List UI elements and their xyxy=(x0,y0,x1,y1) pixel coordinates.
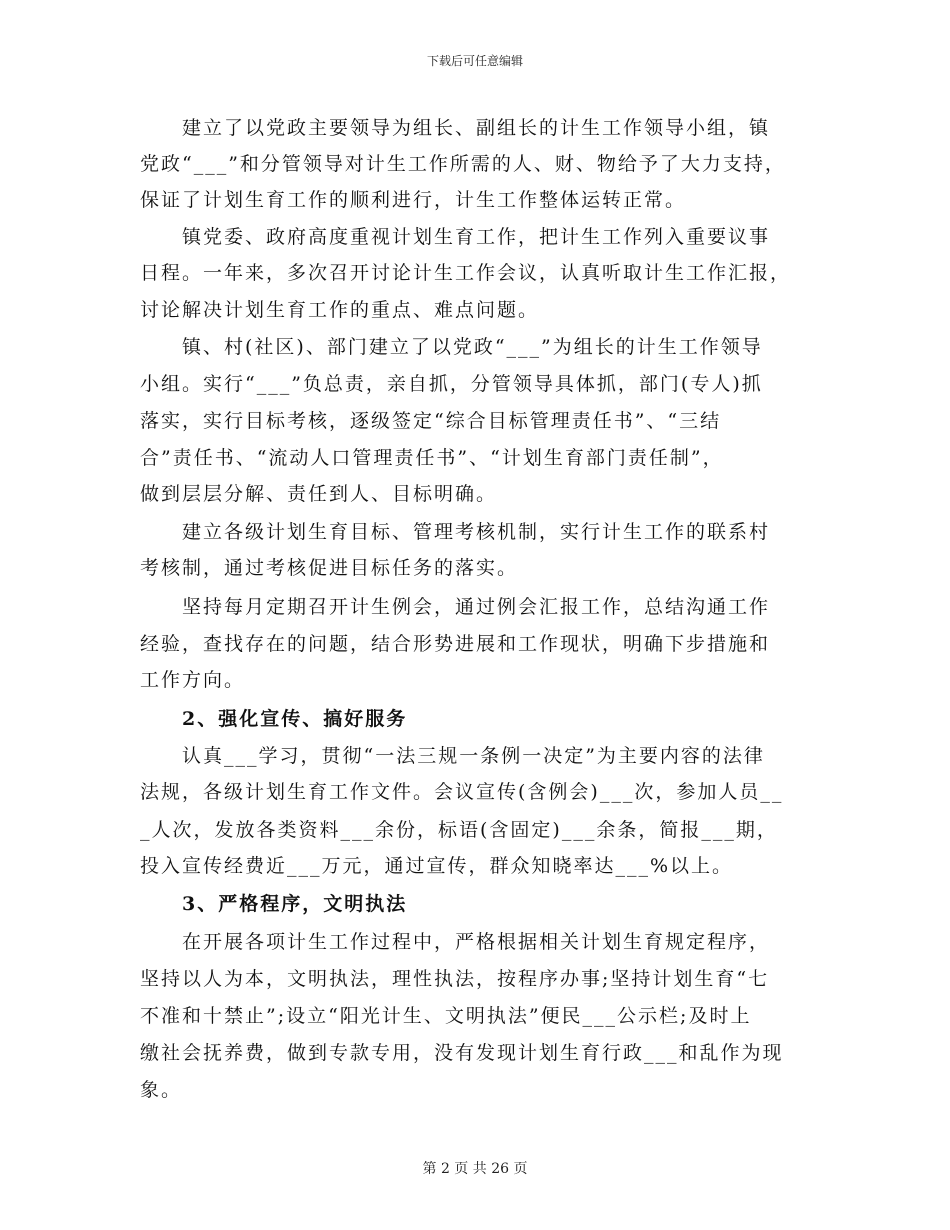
text-line: 经验，查找存在的问题，结合形势进展和工作现状，明确下步措施和 xyxy=(140,633,771,655)
page-header: 下载后可任意编辑 xyxy=(426,54,523,68)
text-line: 坚持以人为本，文明执法，理性执法，按程序办事;坚持计划生育“七 xyxy=(140,968,770,990)
text-line: 象。 xyxy=(140,1079,183,1101)
text-line: 坚持每月定期召开计生例会，通过例会汇报工作，总结沟通工作 xyxy=(140,596,771,618)
text-line: 工作方向。 xyxy=(140,669,246,691)
text-line: 不准和十禁止”;设立“阳光计生、文明执法”便民___公示栏;及时上 xyxy=(140,1005,752,1027)
text-line: 讨论解决计划生育工作的重点、难点问题。 xyxy=(140,299,540,321)
text-line: 镇党委、政府高度重视计划生育工作，把计生工作列入重要议事 xyxy=(140,226,771,248)
text-line: 缴社会抚养费，做到专款专用，没有发现计划生育行政___和乱作为现 xyxy=(140,1042,784,1064)
text-line: 保证了计划生育工作的顺利进行，计生工作整体运转正常。 xyxy=(140,189,687,211)
text-line: 党政“___”和分管领导对计生工作所需的人、财、物给予了大力支持， xyxy=(140,153,786,175)
text-line: 日程。一年来，多次召开讨论计生工作会议，认真听取计生工作汇报， xyxy=(140,262,792,284)
text-line: 法规，各级计划生育工作文件。会议宣传(含例会)___次，参加人员__ xyxy=(140,781,784,803)
section-heading: 2、强化宣传、搞好服务 xyxy=(140,708,408,730)
text-line: 建立各级计划生育目标、管理考核机制，实行计生工作的联系村 xyxy=(140,521,771,543)
text-line: 镇、村(社区)、部门建立了以党政“___”为组长的计生工作领导 xyxy=(140,336,763,358)
text-line: 投入宣传经费近___万元，通过宣传，群众知晓率达___%以上。 xyxy=(140,855,734,877)
text-line: 落实，实行目标考核，逐级签定“综合目标管理责任书”、“三结 xyxy=(140,410,722,432)
text-line: _人次，发放各类资料___余份，标语(含固定)___余条，简报___期， xyxy=(140,819,778,841)
text-line: 认真___学习，贯彻“一法三规一条例一决定”为主要内容的法律 xyxy=(140,745,765,767)
text-line: 在开展各项计生工作过程中，严格根据相关计划生育规定程序， xyxy=(140,931,771,953)
page-footer: 第 2 页 共 26 页 xyxy=(422,1161,528,1177)
text-line: 建立了以党政主要领导为组长、副组长的计生工作领导小组，镇 xyxy=(140,117,771,139)
text-line: 做到层层分解、责任到人、目标明确。 xyxy=(140,483,498,505)
section-heading: 3、严格程序，文明执法 xyxy=(140,893,408,915)
text-line: 小组。实行“___”负总责，亲自抓，分管领导具体抓，部门(专人)抓 xyxy=(140,373,763,395)
text-line: 考核制，通过考核促进目标任务的落实。 xyxy=(140,557,519,579)
text-line: 合”责任书、“流动人口管理责任书”、“计划生育部门责任制”， xyxy=(140,447,724,469)
